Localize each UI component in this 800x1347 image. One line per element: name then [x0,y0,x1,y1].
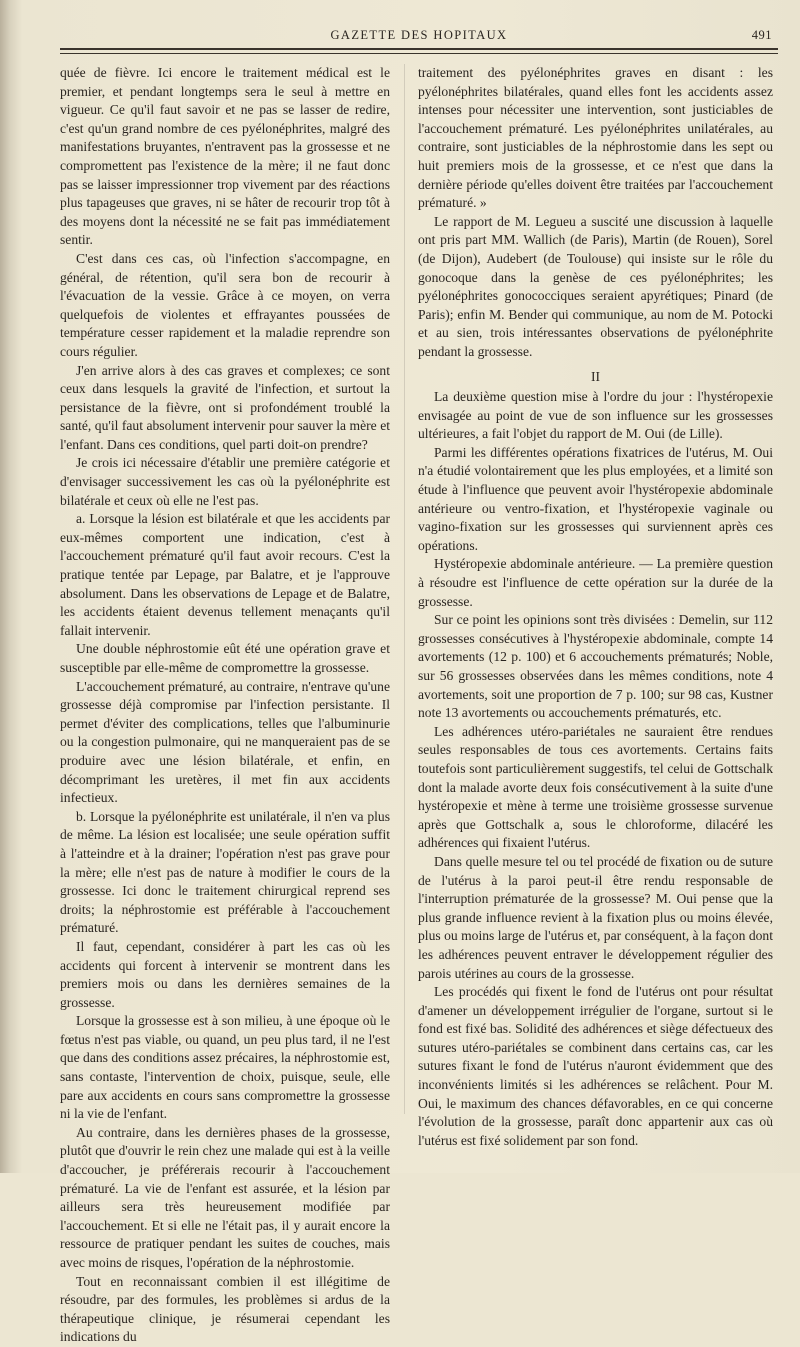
left-column [60,64,390,1347]
paragraph: traitement des pyélonéphrites graves en disant : les pyélonéphrites bilatérales, quand elles font les accidents assez intenses pour nécessiter une intervention, sont justiciables de l'accouchement prématuré. Les pyélonéphrites unilatérales, au contraire, sont justiciables de la néphrostomie dans les sept ou huit premiers mois de la grossesse, et ce n'est que dans la dernière période qu'elles doivent être traitées par l'accouchement prématuré. » [418,65,773,211]
page-header [60,26,778,46]
paragraph: Je crois ici nécessaire d'établir une première catégorie et d'envisager successivement les cas où la pyélonéphrite est bilatérale et ceux où elle ne l'est pas. [60,455,390,508]
paragraph: Dans quelle mesure tel ou tel procédé de fixation ou de suture de l'utérus à la paroi peut-il être rendu responsable de l'interruption prématurée de la grossesse? M. Oui pense que la plus grande influence revient à la fixation plus ou moins élevée, plus ou moins large de l'utérus et, par conséquent, à la façon dont les adhérences peuvent entraver le développement régulier des parois utérines au cours de la grossesse. [418,853,773,981]
header-rule-thick [60,48,778,50]
paragraph: L'accouchement prématuré, au contraire, n'entrave qu'une grossesse déjà compromise par l'infection persistante. Il permet d'éviter des complications, telles que l'albuminurie ou la congestion pulmonaire, qui ne manqueraient pas de se produire avec une lésion bilatérale, et enfin, en décomprimant les uretères, il met fin aux accidents infectieux. [60,678,390,806]
paragraph: Les procédés qui fixent le fond de l'utérus ont pour résultat d'amener un développement irrégulier de l'organe, surtout si le fond est fixé bas. Solidité des adhérences et siège défectueux des sutures utéro-pariétales se combinent dans certains cas, car les sutures fixant le fond de l'utérus n'auront évidemment que des inconvénients limités si les adhérences se relâchent. Pour M. Oui, le maximum des chances défavorables, en ce qui concerne l'évolution de la grossesse, paraît donc appartenir aux cas où l'utérus est fixé solidement par son fond. [418,984,773,1148]
paragraph: b. Lorsque la pyélonéphrite est unilatérale, il n'en va plus de même. La lésion est localisée; une seule opération suffit à l'atteindre et à la drainer; l'opération n'est pas grave pour la mère; elle n'est pas de nature à modifier le cours de la grossesse. Ici donc le traitement chirurgical reprend ses droits; la néphrostomie est préférable à l'accouchement prématuré. [60,808,390,936]
paragraph: Une double néphrostomie eût été une opération grave et susceptible par elle-même de compromettre la grossesse. [60,641,390,675]
right-column [418,64,773,1150]
page-number: 491 [751,28,772,42]
column-divider [404,64,405,1114]
paragraph: quée de fièvre. Ici encore le traitement médical est le premier, et pendant longtemps sera le seul à mettre en vigueur. Ce qu'il faut savoir et ne pas se lasser de redire, c'est qu'un grand nombre de ces pyélonéphrites, malgré des manifestations bruyantes, n'entravent pas la grossesse et ne compromettent pas l'existence de la mère; il ne faut donc pas se laisser impressionner trop vivement par des réactions plus tapageuses que graves, ni se hâter de recourir trop tôt à des moyens dont la nécessité ne se fait pas immédiatement sentir. [60,65,390,248]
paragraph: C'est dans ces cas, où l'infection s'accompagne, en général, de rétention, qu'il sera bon de recourir à l'évacuation de la vessie. Grâce à ce moyen, on verra quelquefois de violentes et effrayantes poussées de température cesser rapidement et la maladie reprendre son cours régulier. [60,250,390,359]
paragraph: Sur ce point les opinions sont très divisées : Demelin, sur 112 grossesses consécutives à l'hystéropexie abdominale, compte 14 avortements (12 p. 100) et 6 accouchements prématurés; Noble, sur 56 grossesses observées dans les mêmes conditions, note 4 avortements, soit une proportion de 7 p. 100; sur 98 cas, Kustner note 13 avortements ou accouchements prématurés, etc. [418,612,773,721]
paragraph: Lorsque la grossesse est à son milieu, à une époque où le fœtus n'est pas viable, ou quand, un peu plus tard, il ne l'est que dans des conditions assez précaires, la néphrostomie est, sans contaste, l'intervention de choix, puisque, seule, elle pare aux accidents en cours sans compromettre la grossesse ni la vie de l'enfant. [60,1013,390,1122]
section-number: II [590,368,601,384]
journal-title: GAZETTE DES HOPITAUX [330,28,508,42]
paragraph: a. Lorsque la lésion est bilatérale et que les accidents par eux-mêmes comportent une indication, c'est à l'accouchement prématuré qu'il faut avoir recours. C'est la pratique tentée par Lepage, par Balatre, et je l'approuve absolument. Dans les observations de Lepage et de Balatre, les accidents étaient devenus tellement menaçants qu'il fallait intervenir. [60,511,390,638]
paragraph: J'en arrive alors à des cas graves et complexes; ce sont ceux dans lesquels la gravité de l'infection, et surtout la persistance de la fièvre, ont si profondément troublé la santé, qu'il faut absolument intervenir pour sauver la mère et l'enfant. Dans ces conditions, quel parti doit-on prendre? [60,362,390,452]
paragraph: Hystéropexie abdominale antérieure. — La première question à résoudre est l'influence de cette opération sur la durée de la grossesse. [418,556,773,609]
paragraph: La deuxième question mise à l'ordre du jour : l'hystéropexie envisagée au point de vue de son influence sur les grossesses ultérieures, a fait l'objet du rapport de M. Oui (de Lille). [418,389,773,442]
paragraph: Il faut, cependant, considérer à part les cas où les accidents qui forcent à intervenir se montrent dans les premiers mois ou dans les dernières semaines de la grossesse. [60,938,390,1010]
paragraph: Le rapport de M. Legueu a suscité une discussion à laquelle ont pris part MM. Wallich (de Paris), Martin (de Rouen), Sorel (de Dijon), Audebert (de Toulouse) qui insiste sur le rôle du gonocoque dans la genèse de ces pyélonéphrites; les pyélonéphrites gonococciques seraient apyrétiques; Pinard (de Paris); enfin M. Bender qui communique, au nom de M. Potocki et au sien, trois intéressantes observations de pyélonéphrite pendant la grossesse. [418,213,773,359]
paragraph: Parmi les différentes opérations fixatrices de l'utérus, M. Oui n'a étudié volontairement que les plus employées, et a limité son étude à l'influence que peuvent avoir l'hystéropexie abdominale antérieure ou ventro-fixation, et l'hystéropexie vaginale ou vagino-fixation sur les grossesses qui surviennent après ces opérations. [418,444,773,553]
paragraph: Tout en reconnaissant combien il est illégitime de résoudre, par des formules, les problèmes si ardus de la thérapeutique clinique, je résumerai cependant les indications du [60,1273,390,1345]
paragraph: Au contraire, dans les dernières phases de la grossesse, plutôt que d'ouvrir le rein chez une malade qui est à la veille d'accoucher, je préférerais recourir à l'accouchement prématuré. La vie de l'enfant est assurée, et la lésion par ailleurs sera très heureusement modifiée par l'accouchement. Et si elle ne l'était pas, il y aurait encore la ressource de pratiquer pendant les suites de couches, mais avec moins de risques, l'opération de la néphrostomie. [60,1124,390,1270]
paragraph: Les adhérences utéro-pariétales ne sauraient être rendues seules responsables de tous ces avortements. Certains faits toutefois sont particulièrement suggestifs, tel celui de Gottschalk dont la malade avorte deux fois consécutivement à la suite d'une hystéropexie et mène à terme une troisième grossesse survenue après que Gottschalk a, sous le chloroforme, dilacéré les adhérences qui fixaient l'utérus. [418,723,773,851]
header-rule-thin [60,53,778,54]
